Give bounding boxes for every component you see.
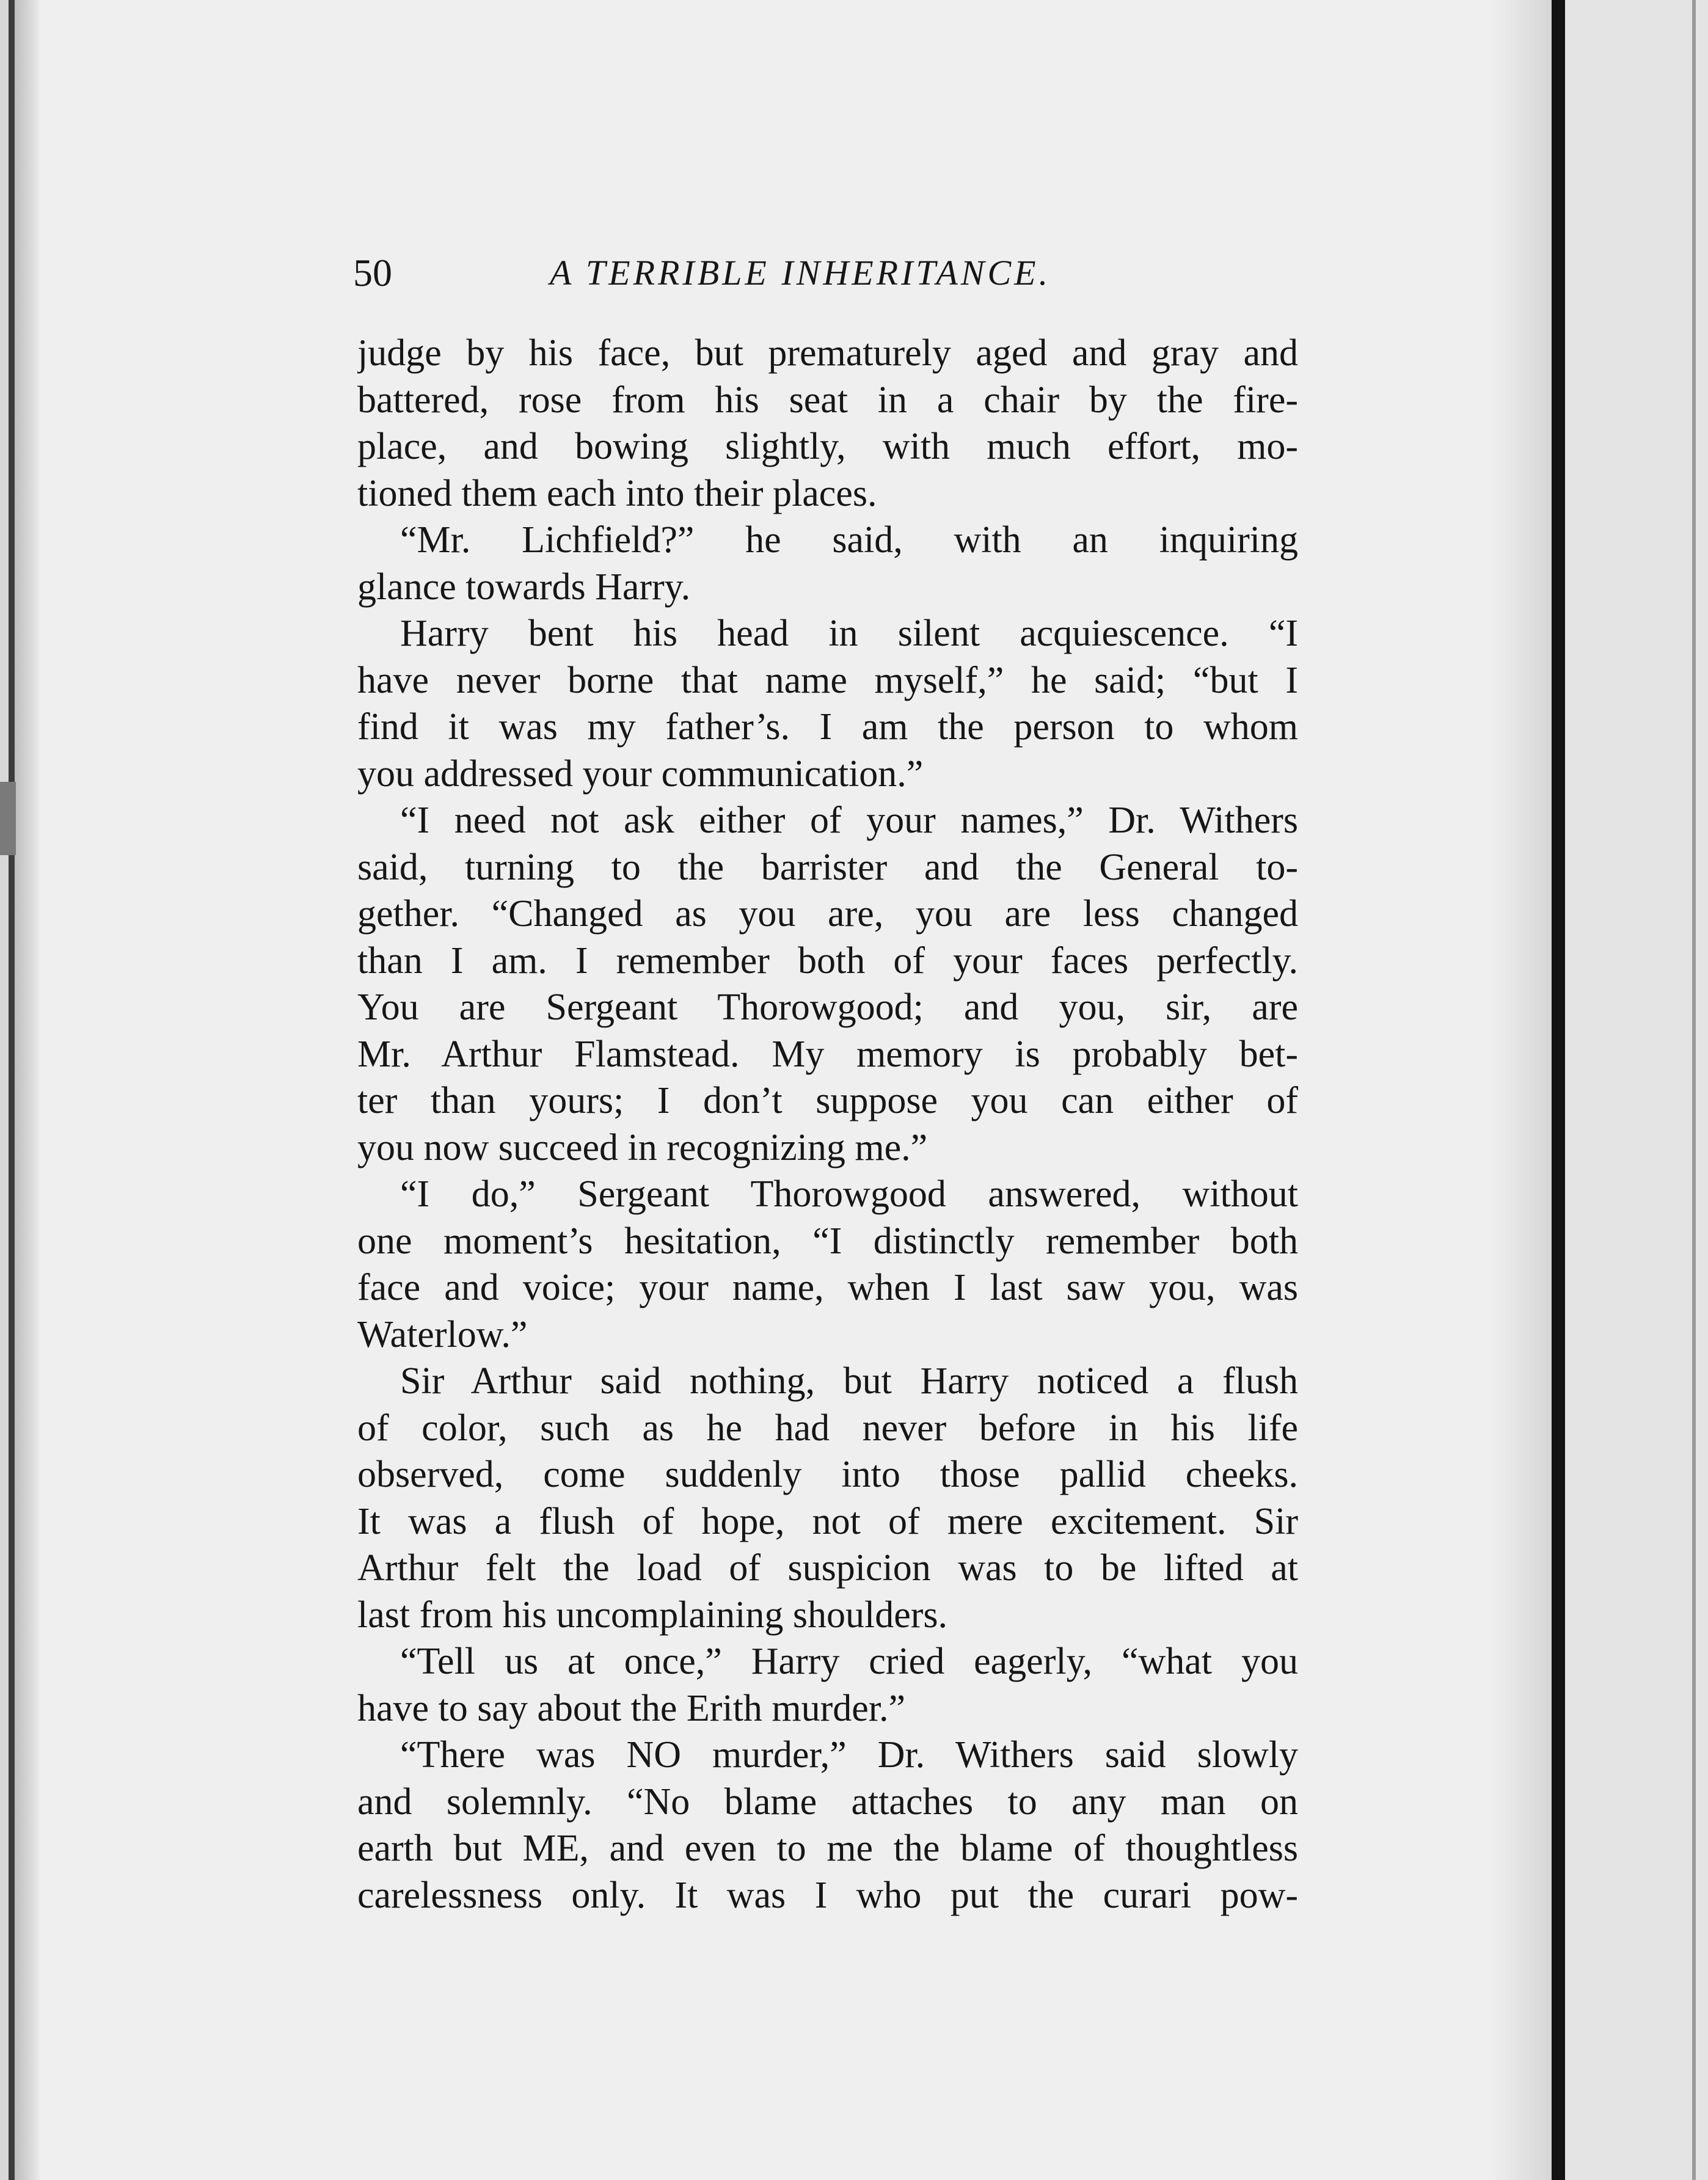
running-title: A TERRIBLE INHERITANCE. (550, 253, 1051, 293)
left-binding-line (9, 0, 15, 2180)
text-line: said, turning to the barrister and the General to- (357, 846, 1298, 888)
text-line: ter than yours; I don’t suppose you can either of (357, 1080, 1298, 1121)
text-line: one moment’s hesitation, “I distinctly remember both (357, 1220, 1298, 1262)
text-line: Harry bent his head in silent acquiescence. “I (400, 613, 1298, 654)
text-line: face and voice; your name, when I last saw you, was (357, 1267, 1298, 1308)
text-line: “There was NO murder,” Dr. Withers said slowly (400, 1734, 1298, 1776)
text-line: You are Sergeant Thorowgood; and you, sir, are (357, 986, 1298, 1028)
text-line: Mr. Arthur Flamstead. My memory is probably bet- (357, 1033, 1298, 1075)
text-line: gether. “Changed as you are, you are less changed (357, 893, 1298, 935)
page-number: 50 (353, 251, 392, 294)
text-line: of color, such as he had never before in his life (357, 1407, 1298, 1449)
text-line: tioned them each into their places. (357, 472, 877, 514)
left-page-edge (0, 0, 9, 2180)
next-leaf-edge (1565, 0, 1708, 2180)
text-line: Arthur felt the load of suspicion was to be lifted at (357, 1547, 1298, 1589)
text-line: find it was my father’s. I am the person to whom (357, 706, 1298, 748)
text-line: judge by his face, but prematurely aged and gray and (357, 332, 1298, 374)
text-line: observed, come suddenly into those pallid cheeks. (357, 1454, 1298, 1495)
right-gutter-shadow (1491, 0, 1552, 2180)
body-text (357, 330, 1298, 1919)
next-leaf-edge-line (1692, 0, 1696, 2180)
text-line: Waterlow.” (357, 1313, 528, 1355)
text-line: “I do,” Sergeant Thorowgood answered, without (400, 1173, 1298, 1215)
text-line: carelessness only. It was I who put the curari pow- (357, 1874, 1298, 1916)
text-line: have never borne that name myself,” he said; “but I (357, 659, 1298, 701)
running-head (353, 246, 1294, 301)
text-line: “Mr. Lichfield?” he said, with an inquiring (400, 519, 1298, 561)
text-line: “Tell us at once,” Harry cried eagerly, “what you (400, 1641, 1298, 1682)
text-line: last from his uncomplaining shoulders. (357, 1594, 948, 1636)
text-line: “I need not ask either of your names,” Dr. Withers (400, 800, 1298, 841)
text-line: Sir Arthur said nothing, but Harry noticed a flush (400, 1360, 1298, 1402)
text-line: earth but ME, and even to me the blame of thoughtless (357, 1828, 1298, 1869)
text-line: It was a flush of hope, not of mere excitement. Sir (357, 1500, 1298, 1542)
text-line: than I am. I remember both of your faces perfectly. (357, 939, 1298, 982)
right-binding-line (1552, 0, 1565, 2180)
left-edge-mark (0, 782, 16, 855)
text-line: glance towards Harry. (357, 566, 691, 608)
text-line: you addressed your communication.” (357, 753, 924, 795)
text-line: battered, rose from his seat in a chair by the fire- (357, 379, 1298, 421)
left-gutter-shadow (15, 0, 39, 2180)
text-line: have to say about the Erith murder.” (357, 1687, 906, 1729)
text-line: place, and bowing slightly, with much effort, mo- (357, 426, 1298, 467)
text-line: you now succeed in recognizing me.” (357, 1126, 928, 1168)
text-line: and solemnly. “No blame attaches to any man on (357, 1781, 1298, 1823)
